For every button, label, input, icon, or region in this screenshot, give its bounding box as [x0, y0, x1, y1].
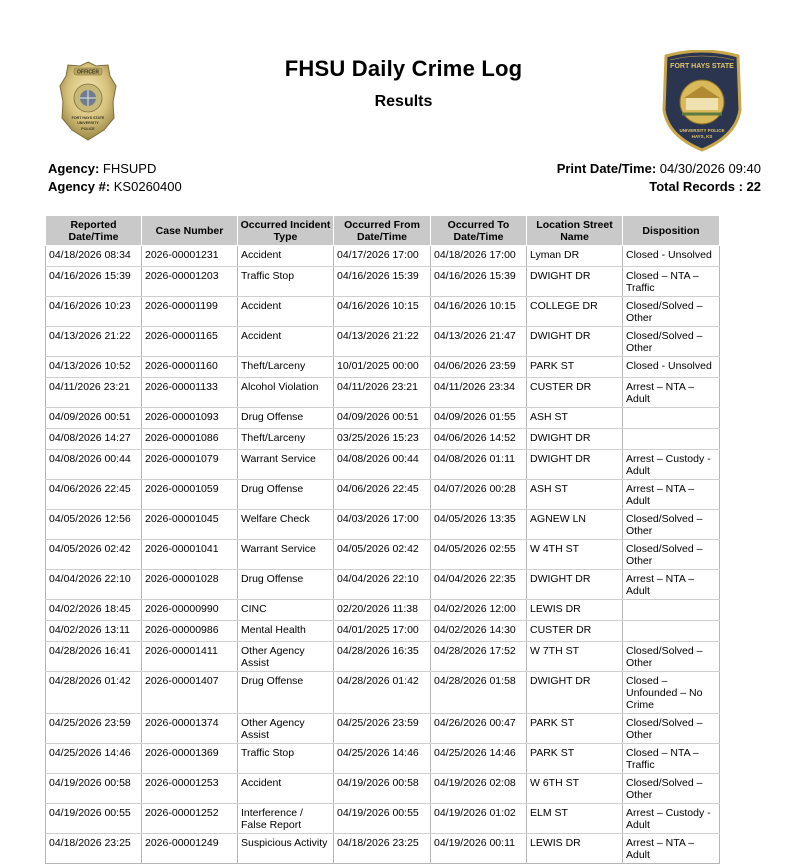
table-row [46, 672, 720, 714]
case-number-cell: 2026-00001231 [142, 246, 238, 267]
page-subtitle: Results [374, 93, 433, 110]
occurred-from-cell: 04/13/2026 21:22 [334, 327, 431, 357]
incident-type-cell: Warrant Service [238, 540, 334, 570]
location-cell: ASH ST [527, 480, 623, 510]
reported-datetime-cell: 04/09/2026 00:51 [46, 408, 142, 429]
location-cell: CUSTER DR [527, 621, 623, 642]
occurred-to-cell: 04/25/2026 14:46 [431, 744, 527, 774]
case-number-cell: 2026-00001407 [142, 672, 238, 714]
incident-type-cell: Drug Offense [238, 672, 334, 714]
table-row [46, 621, 720, 642]
table-row [46, 570, 720, 600]
occurred-to-cell: 04/08/2026 01:11 [431, 450, 527, 480]
occurred-from-cell: 04/16/2026 10:15 [334, 297, 431, 327]
table-row [46, 744, 720, 774]
occurred-from-cell: 04/08/2026 00:44 [334, 450, 431, 480]
table-row [46, 450, 720, 480]
incident-type-cell: Welfare Check [238, 510, 334, 540]
occurred-to-cell: 04/16/2026 10:15 [431, 297, 527, 327]
occurred-from-cell: 04/18/2026 23:25 [334, 834, 431, 864]
print-datetime-label: Print Date/Time: [556, 161, 657, 176]
case-number-cell: 2026-00001086 [142, 429, 238, 450]
occurred-to-cell: 04/07/2026 00:28 [431, 480, 527, 510]
reported-datetime-cell: 04/08/2026 14:27 [46, 429, 142, 450]
svg-text:FORT HAYS STATE: FORT HAYS STATE [670, 63, 734, 70]
table-row [46, 714, 720, 744]
disposition-cell [623, 408, 720, 429]
case-number-cell: 2026-00001374 [142, 714, 238, 744]
case-number-cell: 2026-00001203 [142, 267, 238, 297]
disposition-cell: Arrest – NTA – Adult [623, 834, 720, 864]
occurred-from-cell: 04/16/2026 15:39 [334, 267, 431, 297]
occurred-to-cell: 04/28/2026 17:52 [431, 642, 527, 672]
reported-datetime-cell: 04/04/2026 22:10 [46, 570, 142, 600]
table-row [46, 378, 720, 408]
table-row [46, 297, 720, 327]
incident-type-cell: Drug Offense [238, 408, 334, 429]
print-info [557, 160, 761, 196]
svg-text:UNIVERSITY: UNIVERSITY [77, 121, 99, 125]
disposition-cell: Closed – NTA – Traffic [623, 744, 720, 774]
case-number-cell: 2026-00001045 [142, 510, 238, 540]
agency-number-line [48, 178, 182, 196]
incident-type-cell: Suspicious Activity [238, 834, 334, 864]
case-number-cell: 2026-00001059 [142, 480, 238, 510]
occurred-from-cell: 04/05/2026 02:42 [334, 540, 431, 570]
occurred-to-cell: 04/05/2026 02:55 [431, 540, 527, 570]
table-body [46, 246, 720, 864]
occurred-from-cell: 02/20/2026 11:38 [334, 600, 431, 621]
disposition-cell: Closed/Solved – Other [623, 510, 720, 540]
reported-datetime-cell: 04/18/2026 08:34 [46, 246, 142, 267]
case-number-cell: 2026-00001252 [142, 804, 238, 834]
occurred-from-cell: 03/25/2026 15:23 [334, 429, 431, 450]
incident-type-cell: CINC [238, 600, 334, 621]
occurred-from-cell: 04/04/2026 22:10 [334, 570, 431, 600]
disposition-cell: Closed/Solved – Other [623, 327, 720, 357]
case-number-cell: 2026-00001369 [142, 744, 238, 774]
reported-datetime-cell: 04/08/2026 00:44 [46, 450, 142, 480]
location-cell: DWIGHT DR [527, 429, 623, 450]
disposition-cell: Arrest – Custody - Adult [623, 450, 720, 480]
svg-text:FORT HAYS STATE: FORT HAYS STATE [71, 116, 105, 120]
svg-text:UNIVERSITY POLICE: UNIVERSITY POLICE [679, 128, 725, 133]
agency-number-value: KS0260400 [113, 179, 182, 194]
reported-datetime-cell: 04/05/2026 02:42 [46, 540, 142, 570]
total-records-line [557, 178, 761, 196]
occurred-from-cell: 04/17/2026 17:00 [334, 246, 431, 267]
column-header: Occurred Incident Type [238, 216, 334, 246]
table-row [46, 540, 720, 570]
print-datetime-line [557, 160, 761, 178]
occurred-from-cell: 04/19/2026 00:58 [334, 774, 431, 804]
case-number-cell: 2026-00001028 [142, 570, 238, 600]
occurred-to-cell: 04/05/2026 13:35 [431, 510, 527, 540]
location-cell: ELM ST [527, 804, 623, 834]
reported-datetime-cell: 04/05/2026 12:56 [46, 510, 142, 540]
case-number-cell: 2026-00001041 [142, 540, 238, 570]
print-datetime-value: 04/30/2026 09:40 [659, 161, 761, 176]
disposition-cell: Closed – NTA – Traffic [623, 267, 720, 297]
location-cell: PARK ST [527, 357, 623, 378]
table-row [46, 804, 720, 834]
location-cell: ASH ST [527, 408, 623, 429]
disposition-cell: Closed – Unfounded – No Crime [623, 672, 720, 714]
svg-text:POLICE: POLICE [81, 127, 95, 131]
reported-datetime-cell: 04/02/2026 18:45 [46, 600, 142, 621]
occurred-to-cell: 04/09/2026 01:55 [431, 408, 527, 429]
reported-datetime-cell: 04/19/2026 00:58 [46, 774, 142, 804]
case-number-cell: 2026-00001165 [142, 327, 238, 357]
disposition-cell: Closed/Solved – Other [623, 540, 720, 570]
incident-type-cell: Traffic Stop [238, 744, 334, 774]
column-header: Case Number [142, 216, 238, 246]
reported-datetime-cell: 04/25/2026 14:46 [46, 744, 142, 774]
university-police-patch-logo [660, 50, 744, 152]
occurred-to-cell: 04/19/2026 00:11 [431, 834, 527, 864]
occurred-to-cell: 04/11/2026 23:34 [431, 378, 527, 408]
incident-type-cell: Theft/Larceny [238, 357, 334, 378]
occurred-to-cell: 04/02/2026 12:00 [431, 600, 527, 621]
table-row [46, 642, 720, 672]
disposition-cell: Closed - Unsolved [623, 357, 720, 378]
incident-type-cell: Interference / False Report [238, 804, 334, 834]
occurred-to-cell: 04/18/2026 17:00 [431, 246, 527, 267]
incident-type-cell: Alcohol Violation [238, 378, 334, 408]
agency-line [48, 160, 182, 178]
location-cell: DWIGHT DR [527, 450, 623, 480]
disposition-cell: Closed/Solved – Other [623, 297, 720, 327]
occurred-from-cell: 04/25/2026 23:59 [334, 714, 431, 744]
total-records-label: Total Records : [649, 179, 743, 194]
table-row [46, 408, 720, 429]
case-number-cell: 2026-00001093 [142, 408, 238, 429]
table-row [46, 774, 720, 804]
table-row [46, 246, 720, 267]
occurred-from-cell: 04/25/2026 14:46 [334, 744, 431, 774]
disposition-cell [623, 429, 720, 450]
total-records-value: 22 [746, 179, 761, 194]
location-cell: COLLEGE DR [527, 297, 623, 327]
agency-info [48, 160, 182, 196]
incident-type-cell: Mental Health [238, 621, 334, 642]
reported-datetime-cell: 04/11/2026 23:21 [46, 378, 142, 408]
occurred-to-cell: 04/19/2026 02:08 [431, 774, 527, 804]
occurred-from-cell: 04/28/2026 16:35 [334, 642, 431, 672]
occurred-to-cell: 04/16/2026 15:39 [431, 267, 527, 297]
disposition-cell: Arrest – NTA – Adult [623, 378, 720, 408]
reported-datetime-cell: 04/02/2026 13:11 [46, 621, 142, 642]
occurred-to-cell: 04/26/2026 00:47 [431, 714, 527, 744]
location-cell: PARK ST [527, 714, 623, 744]
reported-datetime-cell: 04/13/2026 10:52 [46, 357, 142, 378]
occurred-to-cell: 04/19/2026 01:02 [431, 804, 527, 834]
reported-datetime-cell: 04/16/2026 10:23 [46, 297, 142, 327]
incident-type-cell: Other Agency Assist [238, 642, 334, 672]
case-number-cell: 2026-00001160 [142, 357, 238, 378]
incident-type-cell: Drug Offense [238, 570, 334, 600]
occurred-to-cell: 04/06/2026 14:52 [431, 429, 527, 450]
occurred-to-cell: 04/06/2026 23:59 [431, 357, 527, 378]
reported-datetime-cell: 04/19/2026 00:55 [46, 804, 142, 834]
disposition-cell: Arrest – Custody - Adult [623, 804, 720, 834]
reported-datetime-cell: 04/13/2026 21:22 [46, 327, 142, 357]
incident-type-cell: Theft/Larceny [238, 429, 334, 450]
disposition-cell: Arrest – NTA – Adult [623, 570, 720, 600]
location-cell: LEWIS DR [527, 600, 623, 621]
occurred-from-cell: 04/28/2026 01:42 [334, 672, 431, 714]
agency-number-label: Agency #: [48, 179, 111, 194]
column-header: Occurred To Date/Time [431, 216, 527, 246]
reported-datetime-cell: 04/25/2026 23:59 [46, 714, 142, 744]
table-row [46, 357, 720, 378]
reported-datetime-cell: 04/16/2026 15:39 [46, 267, 142, 297]
table-row [46, 510, 720, 540]
column-header: Reported Date/Time [46, 216, 142, 246]
column-header: Occurred From Date/Time [334, 216, 431, 246]
page-title: FHSU Daily Crime Log [284, 56, 523, 81]
incident-type-cell: Accident [238, 297, 334, 327]
disposition-cell: Closed - Unsolved [623, 246, 720, 267]
svg-text:HAYS, KS: HAYS, KS [691, 134, 713, 139]
location-cell: CUSTER DR [527, 378, 623, 408]
incident-type-cell: Drug Offense [238, 480, 334, 510]
officer-badge-logo [58, 60, 118, 142]
location-cell: W 6TH ST [527, 774, 623, 804]
table-row [46, 327, 720, 357]
location-cell: W 4TH ST [527, 540, 623, 570]
agency-value: FHSUPD [102, 161, 157, 176]
table-header-row [46, 216, 720, 246]
disposition-cell: Arrest – NTA – Adult [623, 480, 720, 510]
location-cell: AGNEW LN [527, 510, 623, 540]
case-number-cell: 2026-00001253 [142, 774, 238, 804]
disposition-cell: Closed/Solved – Other [623, 642, 720, 672]
disposition-cell [623, 621, 720, 642]
reported-datetime-cell: 04/18/2026 23:25 [46, 834, 142, 864]
occurred-from-cell: 04/01/2025 17:00 [334, 621, 431, 642]
reported-datetime-cell: 04/06/2026 22:45 [46, 480, 142, 510]
table-row [46, 480, 720, 510]
case-number-cell: 2026-00000990 [142, 600, 238, 621]
case-number-cell: 2026-00001249 [142, 834, 238, 864]
occurred-to-cell: 04/13/2026 21:47 [431, 327, 527, 357]
table-row [46, 600, 720, 621]
table-row [46, 834, 720, 864]
occurred-to-cell: 04/28/2026 01:58 [431, 672, 527, 714]
occurred-to-cell: 04/02/2026 14:30 [431, 621, 527, 642]
occurred-to-cell: 04/04/2026 22:35 [431, 570, 527, 600]
location-cell: LEWIS DR [527, 834, 623, 864]
occurred-from-cell: 04/09/2026 00:51 [334, 408, 431, 429]
case-number-cell: 2026-00001199 [142, 297, 238, 327]
crime-log-table [45, 215, 720, 864]
location-cell: DWIGHT DR [527, 327, 623, 357]
agency-label: Agency: [48, 161, 100, 176]
disposition-cell [623, 600, 720, 621]
location-cell: DWIGHT DR [527, 267, 623, 297]
disposition-cell: Closed/Solved – Other [623, 714, 720, 744]
incident-type-cell: Traffic Stop [238, 267, 334, 297]
incident-type-cell: Accident [238, 246, 334, 267]
incident-type-cell: Warrant Service [238, 450, 334, 480]
case-number-cell: 2026-00001079 [142, 450, 238, 480]
reported-datetime-cell: 04/28/2026 01:42 [46, 672, 142, 714]
disposition-cell: Closed/Solved – Other [623, 774, 720, 804]
occurred-from-cell: 04/06/2026 22:45 [334, 480, 431, 510]
case-number-cell: 2026-00001411 [142, 642, 238, 672]
svg-text:OFFICER: OFFICER [77, 69, 99, 76]
case-number-cell: 2026-00000986 [142, 621, 238, 642]
reported-datetime-cell: 04/28/2026 16:41 [46, 642, 142, 672]
incident-type-cell: Other Agency Assist [238, 714, 334, 744]
occurred-from-cell: 04/11/2026 23:21 [334, 378, 431, 408]
column-header: Location Street Name [527, 216, 623, 246]
location-cell: Lyman DR [527, 246, 623, 267]
table-row [46, 267, 720, 297]
location-cell: W 7TH ST [527, 642, 623, 672]
column-header: Disposition [623, 216, 720, 246]
incident-type-cell: Accident [238, 327, 334, 357]
location-cell: DWIGHT DR [527, 570, 623, 600]
location-cell: DWIGHT DR [527, 672, 623, 714]
occurred-from-cell: 04/19/2026 00:55 [334, 804, 431, 834]
incident-type-cell: Accident [238, 774, 334, 804]
occurred-from-cell: 04/03/2026 17:00 [334, 510, 431, 540]
occurred-from-cell: 10/01/2025 00:00 [334, 357, 431, 378]
case-number-cell: 2026-00001133 [142, 378, 238, 408]
table-row [46, 429, 720, 450]
location-cell: PARK ST [527, 744, 623, 774]
